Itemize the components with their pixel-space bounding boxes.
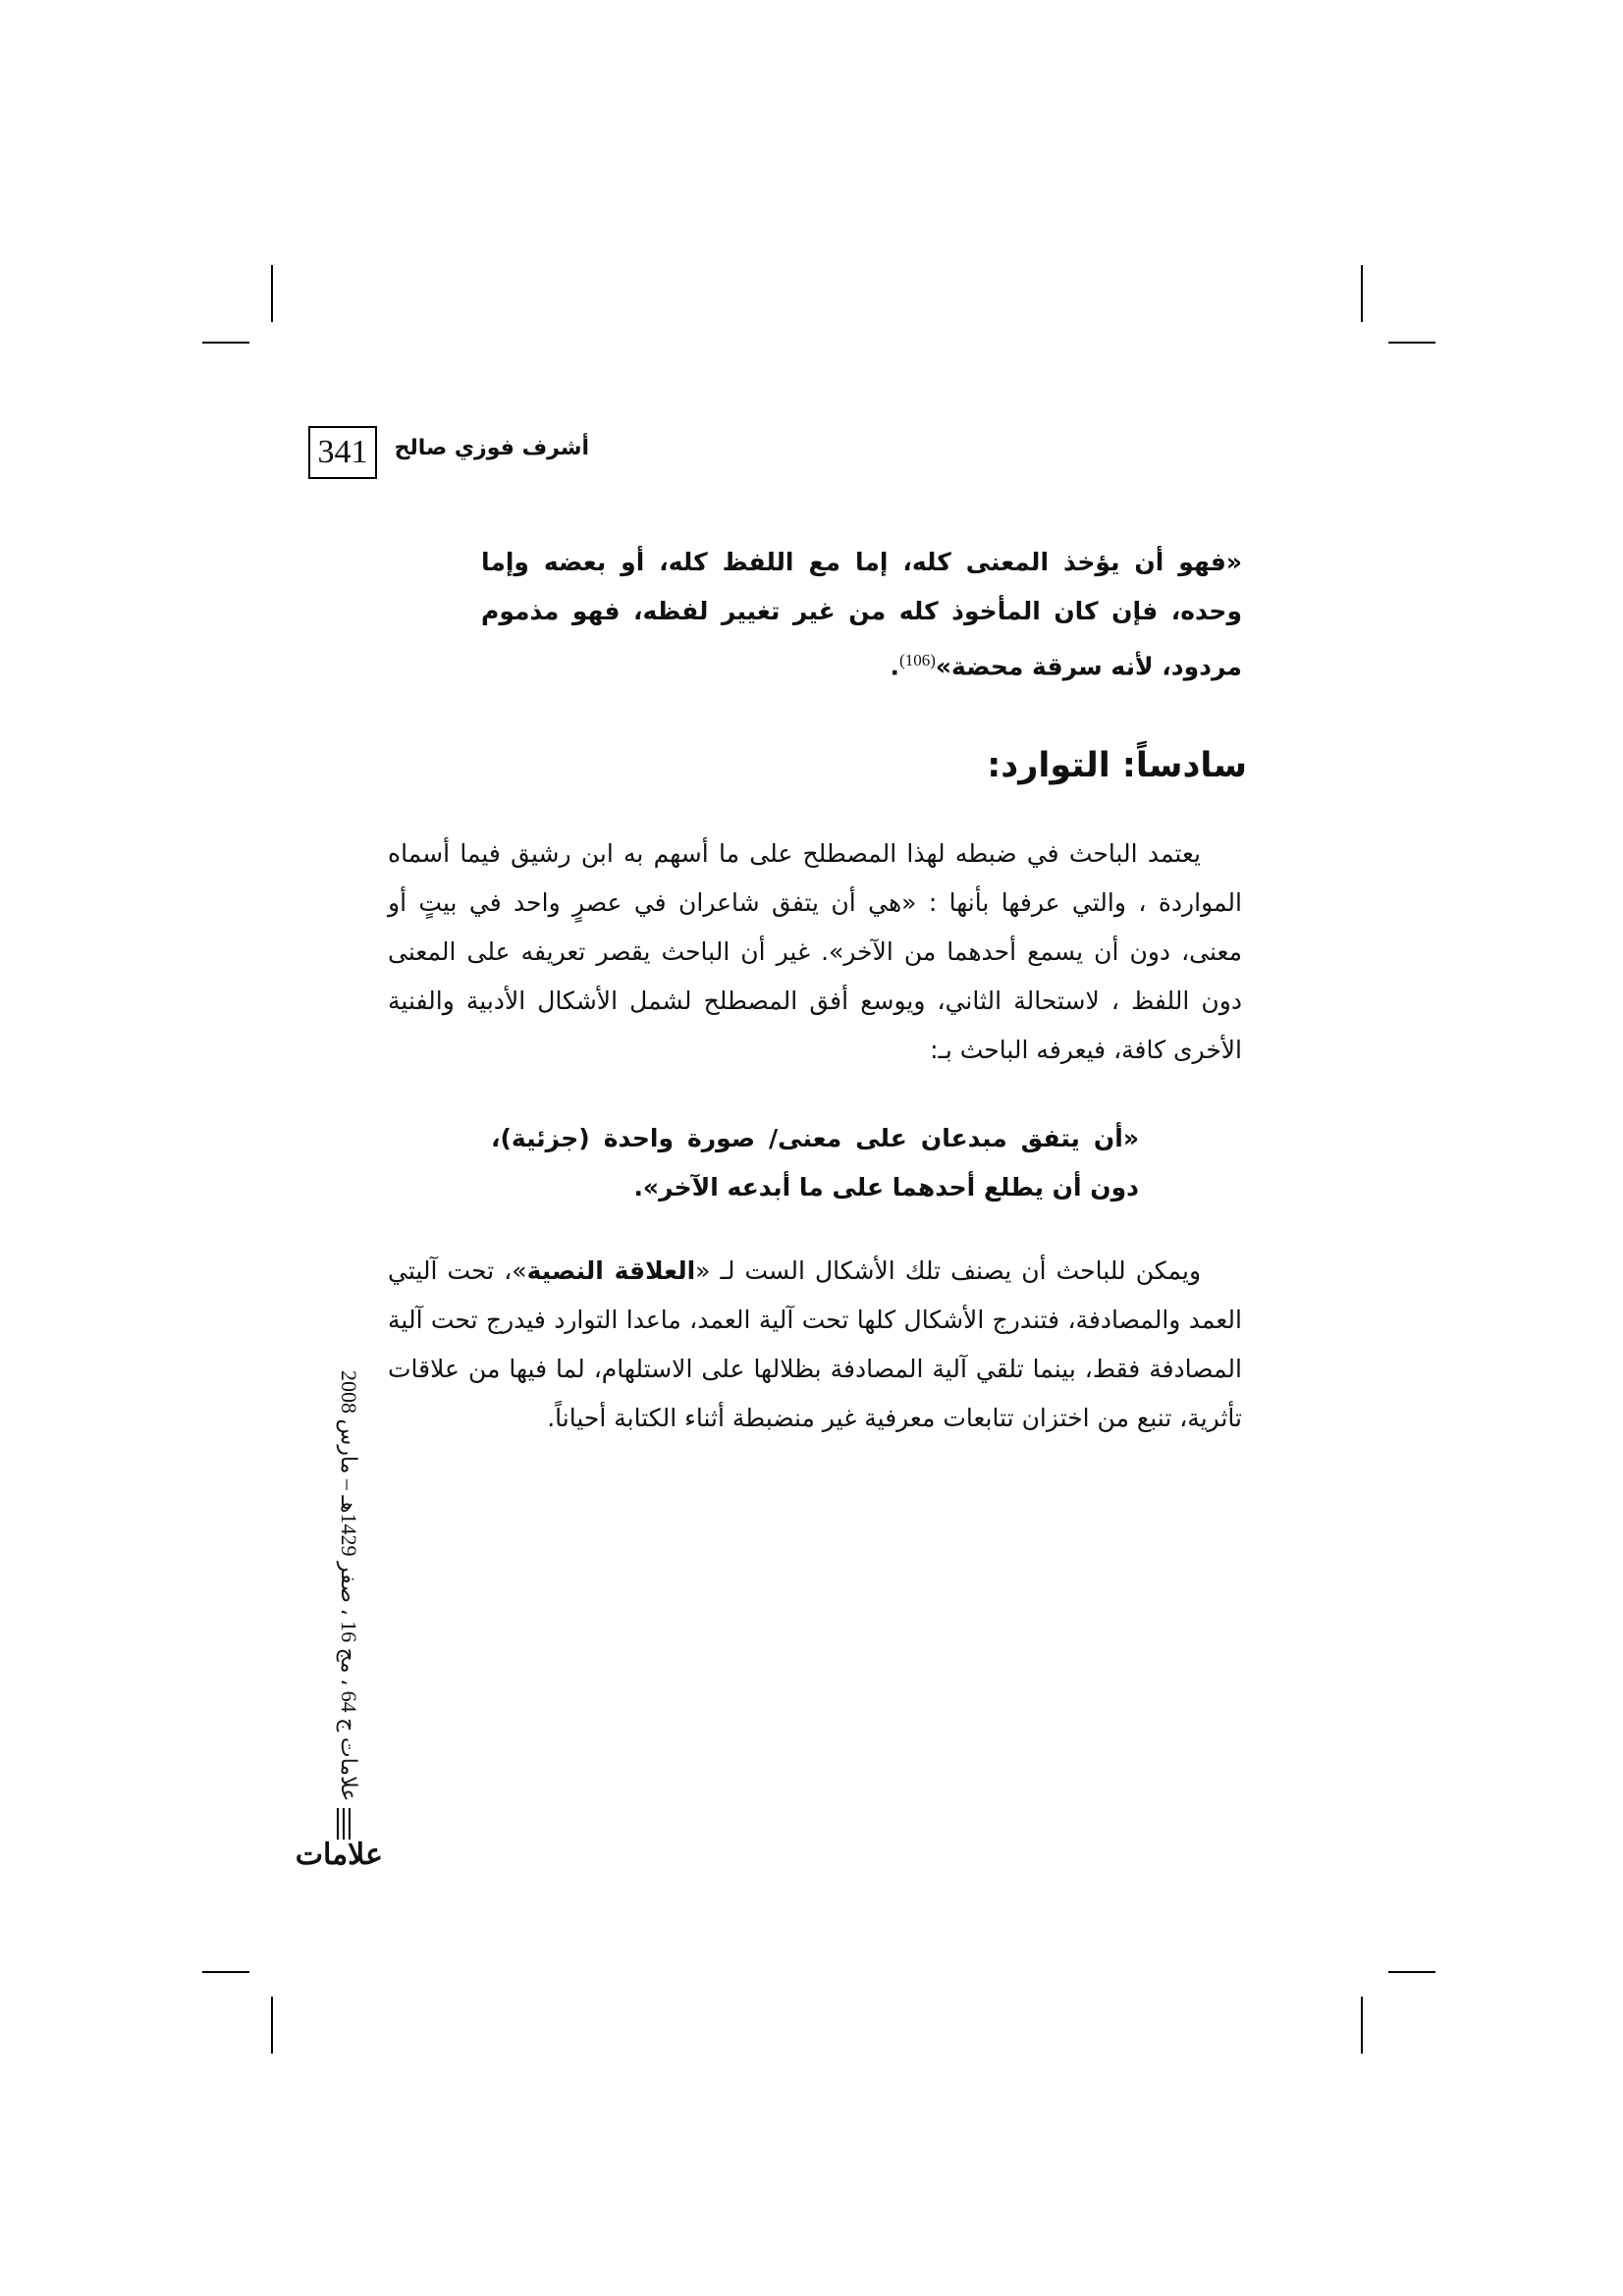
crop-mark bbox=[271, 265, 273, 322]
section-heading: سادساً: التوارد: bbox=[987, 746, 1247, 785]
emphasized-term: العلاقة النصية bbox=[526, 1256, 696, 1285]
journal-logo: علامات bbox=[295, 1838, 383, 1872]
page-number: 341 bbox=[308, 426, 377, 479]
crop-mark bbox=[202, 342, 249, 344]
paragraph-text: ويمكن للباحث أن يصنف تلك الأشكال الست لـ « bbox=[695, 1256, 1202, 1285]
crop-mark bbox=[202, 1971, 249, 1973]
crop-mark bbox=[271, 1997, 273, 2054]
body-paragraph bbox=[388, 1247, 1242, 1443]
quote-text: «فهو أن يؤخذ المعنى كله، إما مع اللفظ كله، أو بعضه وإما وحده، فإن كان المأخوذ كله من غير تغيير لفظه، فهو مذموم مردود، لأنه سرقة محضة» bbox=[481, 548, 1242, 681]
divider bbox=[349, 1808, 351, 1840]
body-paragraph: يعتمد الباحث في ضبطه لهذا المصطلح على ما أسهم به ابن رشيق فيما أسماه المواردة ، والتي عرفها بأنها : «هي أن يتفق شاعران في عصرٍ واحد في بيتٍ أو معنى، دون أن يسمع أحدهما من الآخر». غير أن الباحث يقصر تعريفه على المعنى دون اللفظ ، لاستحالة الثاني، ويوسع أفق المصطلح لشمل الأشكال الأدبية والفنية الأخرى كافة، فيعرفه الباحث بـ: bbox=[388, 839, 1242, 1064]
quote-end: . bbox=[890, 652, 900, 681]
divider bbox=[343, 1808, 345, 1840]
crop-mark bbox=[1361, 1997, 1363, 2054]
block-quote bbox=[481, 538, 1242, 691]
block-quote-definition: «أن يتفق مبدعان على معنى/ صورة واحدة (جزئية)، دون أن يطلع أحدهما على ما أبدعه الآخر». bbox=[491, 1124, 1139, 1201]
journal-citation: علامات ج 64 ، مج 16 ، صفر 1429هـ – مارس 2008 bbox=[337, 1369, 361, 1801]
divider bbox=[337, 1808, 339, 1840]
running-header-author: أشرف فوزي صالح bbox=[394, 436, 589, 460]
crop-mark bbox=[1361, 265, 1363, 322]
paragraph-text: »، تحت آليتي العمد والمصادفة، فتندرج الأشكال كلها تحت آلية العمد، ماعدا التوارد فيدرج تحت آلية المصادفة فقط، بينما تلقي آلية المصادفة بظلالها على الاستلهام، لما فيها من علاقات تأثرية، تنبع من اختزان تتابعات معرفية غير منضبطة أثناء الكتابة أحياناً. bbox=[388, 1256, 1242, 1432]
crop-mark bbox=[1388, 342, 1435, 344]
crop-mark bbox=[1388, 1971, 1435, 1973]
footnote-ref[interactable]: (106) bbox=[899, 651, 936, 669]
